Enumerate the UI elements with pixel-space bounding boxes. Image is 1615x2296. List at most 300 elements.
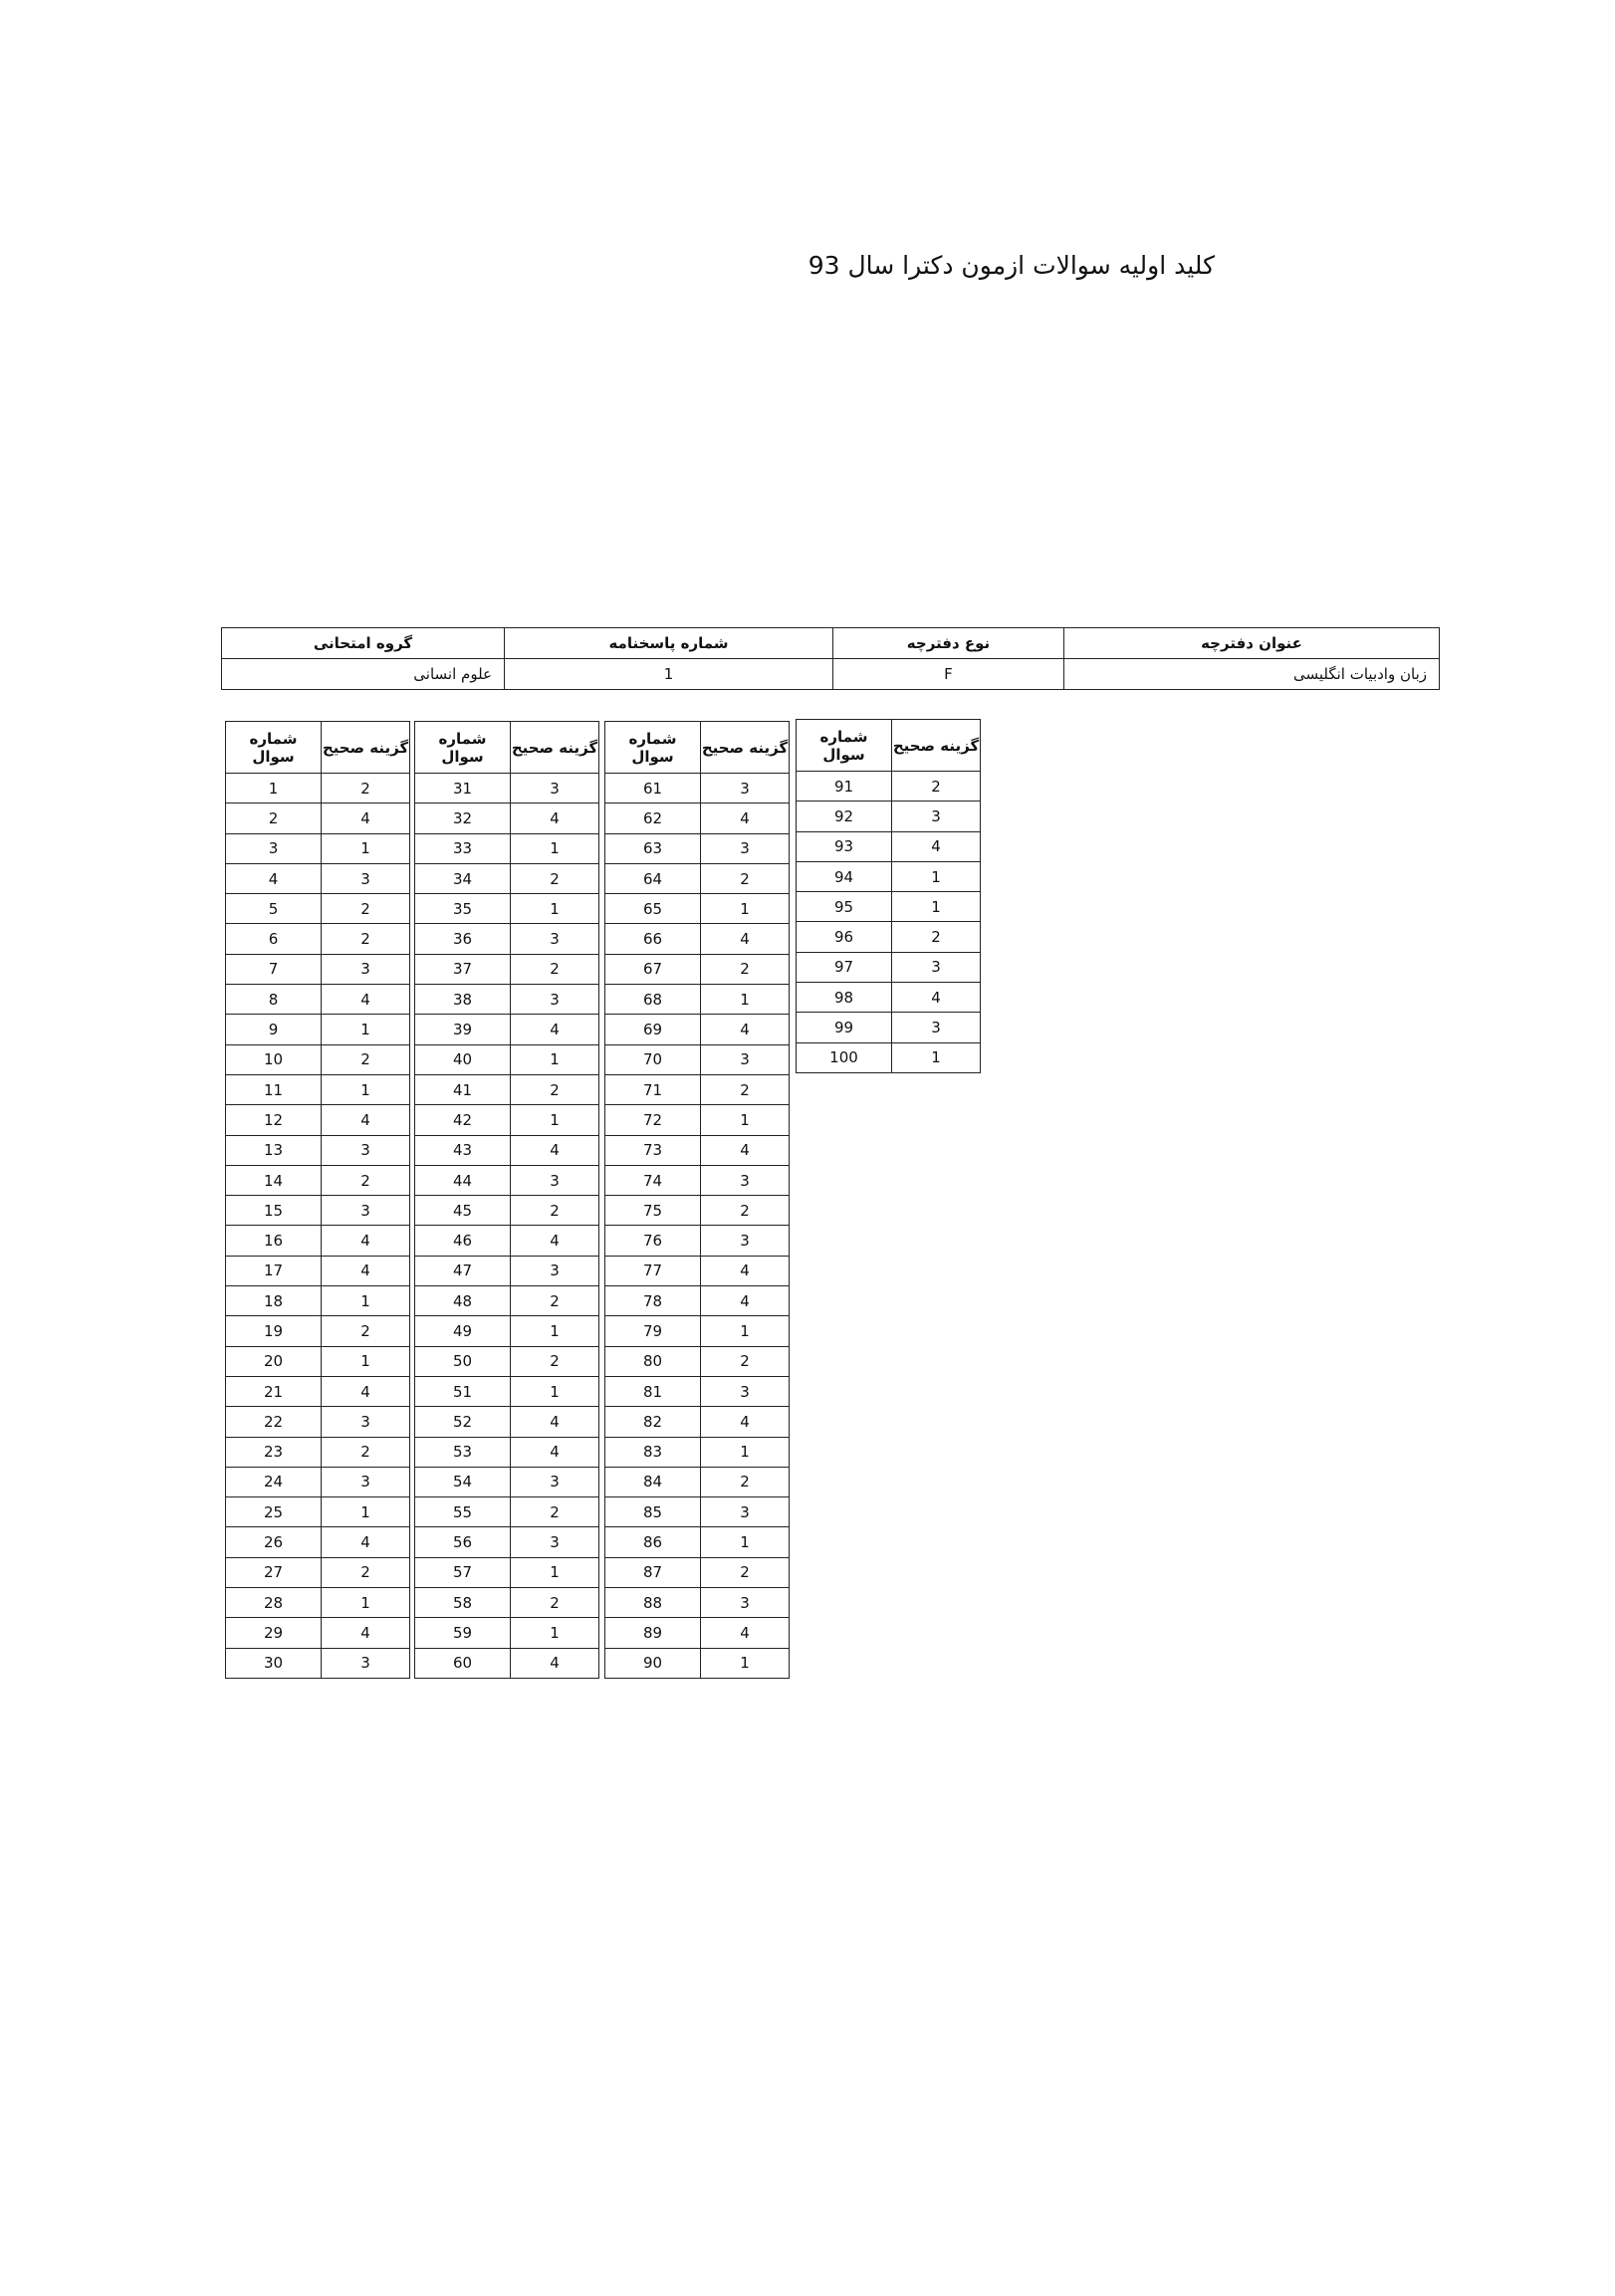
answer-row (605, 1648, 790, 1678)
question-number: 13 (226, 1135, 322, 1165)
answer-row (605, 924, 790, 954)
correct-option: 4 (511, 1226, 599, 1256)
question-number: 89 (605, 1618, 701, 1648)
answer-row (605, 1044, 790, 1074)
correct-option: 1 (322, 1588, 410, 1618)
booklet-info-table (221, 627, 1440, 690)
question-number: 68 (605, 985, 701, 1015)
answer-row (605, 1226, 790, 1256)
answer-row (605, 1196, 790, 1226)
question-number: 87 (605, 1557, 701, 1587)
question-number: 8 (226, 985, 322, 1015)
correct-option-header: گزینه صحیح (322, 722, 410, 774)
question-number: 98 (797, 983, 892, 1013)
question-number: 11 (226, 1074, 322, 1104)
correct-option: 4 (892, 983, 981, 1013)
question-number: 66 (605, 924, 701, 954)
question-number: 61 (605, 774, 701, 804)
answer-row (415, 954, 599, 984)
answer-row (226, 924, 410, 954)
question-number: 41 (415, 1074, 511, 1104)
key-header-row (415, 722, 599, 774)
question-number: 33 (415, 833, 511, 863)
answer-row (797, 983, 981, 1013)
correct-option: 2 (701, 863, 790, 893)
correct-option: 1 (701, 985, 790, 1015)
key-header-row (226, 722, 410, 774)
answer-row (226, 1286, 410, 1316)
answer-row (415, 1074, 599, 1104)
answer-key-table-2 (414, 721, 599, 1679)
correct-option: 3 (511, 1467, 599, 1496)
correct-option: 3 (322, 1648, 410, 1678)
booklet-type-header: نوع دفترچه (833, 628, 1064, 659)
correct-option: 1 (511, 1376, 599, 1406)
question-number: 31 (415, 774, 511, 804)
question-number: 54 (415, 1467, 511, 1496)
correct-option: 1 (701, 1437, 790, 1467)
answer-row (605, 954, 790, 984)
correct-option: 1 (511, 1618, 599, 1648)
answer-row (415, 1165, 599, 1195)
question-number: 44 (415, 1165, 511, 1195)
question-number: 9 (226, 1015, 322, 1044)
question-number: 22 (226, 1407, 322, 1437)
correct-option: 1 (701, 1105, 790, 1135)
question-number: 90 (605, 1648, 701, 1678)
correct-option: 4 (511, 1648, 599, 1678)
question-number: 15 (226, 1196, 322, 1226)
correct-option: 2 (701, 1074, 790, 1104)
answer-row (605, 894, 790, 924)
answer-row (415, 1196, 599, 1226)
answer-row (226, 1497, 410, 1527)
question-number: 32 (415, 804, 511, 833)
answer-row (605, 1015, 790, 1044)
correct-option: 4 (511, 1407, 599, 1437)
answer-key-table-4 (796, 719, 981, 1073)
answer-row (605, 1346, 790, 1376)
answer-row (415, 1256, 599, 1285)
question-number: 74 (605, 1165, 701, 1195)
question-number: 81 (605, 1376, 701, 1406)
answer-row (605, 863, 790, 893)
answer-row (605, 1437, 790, 1467)
question-number-header: شماره سوال (226, 722, 322, 774)
answer-row (605, 1618, 790, 1648)
question-number: 84 (605, 1467, 701, 1496)
answer-row (226, 1074, 410, 1104)
question-number: 40 (415, 1044, 511, 1074)
question-number: 75 (605, 1196, 701, 1226)
question-number: 99 (797, 1013, 892, 1042)
correct-option: 2 (322, 1557, 410, 1587)
question-number: 48 (415, 1286, 511, 1316)
correct-option: 3 (701, 774, 790, 804)
answer-row (605, 1256, 790, 1285)
correct-option: 4 (322, 1105, 410, 1135)
answer-row (226, 1588, 410, 1618)
correct-option: 3 (701, 1588, 790, 1618)
question-number: 63 (605, 833, 701, 863)
question-number: 27 (226, 1557, 322, 1587)
correct-option: 4 (322, 1527, 410, 1557)
correct-option-header: گزینه صحیح (701, 722, 790, 774)
answer-row (797, 892, 981, 922)
answer-row (605, 804, 790, 833)
question-number: 76 (605, 1226, 701, 1256)
correct-option: 2 (511, 1196, 599, 1226)
question-number-header: شماره سوال (605, 722, 701, 774)
correct-option: 2 (511, 1074, 599, 1104)
answer-row (226, 1527, 410, 1557)
answer-sheet-number-value: 1 (505, 659, 833, 690)
correct-option: 4 (511, 1015, 599, 1044)
answer-row (605, 1165, 790, 1195)
answer-row (415, 1557, 599, 1587)
correct-option-header: گزینه صحیح (511, 722, 599, 774)
question-number: 100 (797, 1042, 892, 1072)
answer-row (415, 1044, 599, 1074)
question-number: 49 (415, 1316, 511, 1346)
correct-option: 4 (322, 985, 410, 1015)
correct-option: 3 (322, 863, 410, 893)
answer-row (415, 1588, 599, 1618)
correct-option: 1 (511, 894, 599, 924)
question-number: 1 (226, 774, 322, 804)
correct-option: 3 (701, 1376, 790, 1406)
question-number: 39 (415, 1015, 511, 1044)
correct-option: 2 (511, 1286, 599, 1316)
answer-row (226, 1196, 410, 1226)
correct-option: 3 (322, 1407, 410, 1437)
correct-option: 2 (511, 1346, 599, 1376)
correct-option: 2 (322, 1316, 410, 1346)
question-number: 65 (605, 894, 701, 924)
answer-row (415, 1226, 599, 1256)
question-number: 38 (415, 985, 511, 1015)
correct-option: 4 (322, 1376, 410, 1406)
question-number: 55 (415, 1497, 511, 1527)
question-number-header: شماره سوال (797, 720, 892, 772)
question-number: 7 (226, 954, 322, 984)
question-number: 46 (415, 1226, 511, 1256)
answer-row (226, 1407, 410, 1437)
correct-option: 2 (892, 772, 981, 802)
answer-row (605, 1527, 790, 1557)
key-header-row (797, 720, 981, 772)
correct-option: 2 (701, 1467, 790, 1496)
correct-option: 2 (511, 954, 599, 984)
key-header-row (605, 722, 790, 774)
correct-option: 1 (322, 1015, 410, 1044)
answer-row (605, 1135, 790, 1165)
correct-option: 4 (511, 804, 599, 833)
question-number: 23 (226, 1437, 322, 1467)
correct-option: 3 (511, 1165, 599, 1195)
booklet-type-value: F (833, 659, 1064, 690)
answer-row (226, 1648, 410, 1678)
question-number: 86 (605, 1527, 701, 1557)
correct-option: 2 (322, 894, 410, 924)
answer-row (226, 863, 410, 893)
correct-option: 3 (322, 1196, 410, 1226)
exam-group-value: علوم انسانی (222, 659, 505, 690)
answer-row (415, 774, 599, 804)
correct-option: 2 (511, 1497, 599, 1527)
question-number: 57 (415, 1557, 511, 1587)
answer-row (415, 1648, 599, 1678)
answer-row (605, 833, 790, 863)
correct-option: 4 (892, 831, 981, 861)
answer-row (415, 924, 599, 954)
question-number: 2 (226, 804, 322, 833)
correct-option: 1 (701, 1527, 790, 1557)
correct-option: 2 (701, 1557, 790, 1587)
correct-option-header: گزینه صحیح (892, 720, 981, 772)
correct-option: 1 (892, 892, 981, 922)
answer-row (797, 922, 981, 952)
correct-option: 3 (322, 1467, 410, 1496)
correct-option: 4 (701, 1618, 790, 1648)
answer-row (605, 985, 790, 1015)
question-number: 30 (226, 1648, 322, 1678)
correct-option: 1 (511, 1316, 599, 1346)
correct-option: 1 (511, 1557, 599, 1587)
correct-option: 3 (892, 802, 981, 831)
question-number: 37 (415, 954, 511, 984)
correct-option: 4 (322, 1618, 410, 1648)
answer-row (797, 802, 981, 831)
question-number: 35 (415, 894, 511, 924)
answer-row (226, 1467, 410, 1496)
correct-option: 1 (701, 1316, 790, 1346)
correct-option: 2 (701, 954, 790, 984)
info-header-row (222, 628, 1440, 659)
question-number: 88 (605, 1588, 701, 1618)
correct-option: 3 (701, 1226, 790, 1256)
question-number: 14 (226, 1165, 322, 1195)
answer-row (605, 1316, 790, 1346)
correct-option: 3 (892, 1013, 981, 1042)
correct-option: 2 (892, 922, 981, 952)
question-number: 71 (605, 1074, 701, 1104)
correct-option: 4 (701, 1256, 790, 1285)
question-number: 67 (605, 954, 701, 984)
question-number: 51 (415, 1376, 511, 1406)
question-number: 95 (797, 892, 892, 922)
answer-row (797, 772, 981, 802)
answer-row (415, 1497, 599, 1527)
answer-row (605, 1286, 790, 1316)
answer-row (226, 1346, 410, 1376)
question-number: 58 (415, 1588, 511, 1618)
correct-option: 3 (322, 1135, 410, 1165)
question-number: 6 (226, 924, 322, 954)
correct-option: 3 (511, 985, 599, 1015)
question-number: 18 (226, 1286, 322, 1316)
correct-option: 2 (701, 1196, 790, 1226)
question-number: 12 (226, 1105, 322, 1135)
booklet-title-header: عنوان دفترچه (1064, 628, 1440, 659)
answer-row (415, 1467, 599, 1496)
correct-option: 1 (322, 1286, 410, 1316)
question-number: 45 (415, 1196, 511, 1226)
question-number: 43 (415, 1135, 511, 1165)
correct-option: 4 (701, 1286, 790, 1316)
correct-option: 3 (701, 1165, 790, 1195)
correct-option: 4 (322, 1226, 410, 1256)
answer-row (415, 1316, 599, 1346)
correct-option: 2 (322, 1044, 410, 1074)
question-number-header: شماره سوال (415, 722, 511, 774)
answer-row (415, 804, 599, 833)
answer-row (226, 1015, 410, 1044)
question-number: 21 (226, 1376, 322, 1406)
correct-option: 1 (322, 1346, 410, 1376)
correct-option: 4 (322, 1256, 410, 1285)
question-number: 36 (415, 924, 511, 954)
exam-group-header: گروه امتحانی (222, 628, 505, 659)
correct-option: 1 (322, 833, 410, 863)
question-number: 26 (226, 1527, 322, 1557)
correct-option: 4 (701, 1015, 790, 1044)
answer-row (415, 1015, 599, 1044)
correct-option: 1 (701, 1648, 790, 1678)
answer-row (797, 1013, 981, 1042)
correct-option: 3 (701, 1497, 790, 1527)
question-number: 53 (415, 1437, 511, 1467)
page-title: کلید اولیه سوالات ازمون دکترا سال 93 (808, 251, 1215, 280)
question-number: 78 (605, 1286, 701, 1316)
question-number: 3 (226, 833, 322, 863)
question-number: 94 (797, 861, 892, 891)
answer-row (226, 1256, 410, 1285)
answer-row (415, 1105, 599, 1135)
question-number: 52 (415, 1407, 511, 1437)
answer-row (226, 954, 410, 984)
correct-option: 3 (701, 833, 790, 863)
question-number: 62 (605, 804, 701, 833)
correct-option: 4 (322, 804, 410, 833)
correct-option: 2 (322, 1437, 410, 1467)
correct-option: 1 (322, 1497, 410, 1527)
answer-row (415, 1618, 599, 1648)
answer-row (605, 1588, 790, 1618)
correct-option: 3 (701, 1044, 790, 1074)
answer-row (797, 831, 981, 861)
question-number: 19 (226, 1316, 322, 1346)
question-number: 70 (605, 1044, 701, 1074)
question-number: 50 (415, 1346, 511, 1376)
answer-row (415, 985, 599, 1015)
answer-row (605, 1407, 790, 1437)
question-number: 79 (605, 1316, 701, 1346)
question-number: 16 (226, 1226, 322, 1256)
answer-row (415, 1407, 599, 1437)
answer-row (415, 1346, 599, 1376)
correct-option: 3 (511, 924, 599, 954)
answer-row (226, 1618, 410, 1648)
correct-option: 1 (892, 1042, 981, 1072)
question-number: 25 (226, 1497, 322, 1527)
question-number: 72 (605, 1105, 701, 1135)
answer-row (226, 1316, 410, 1346)
answer-row (605, 774, 790, 804)
answer-row (605, 1105, 790, 1135)
question-number: 29 (226, 1618, 322, 1648)
answer-row (226, 1135, 410, 1165)
question-number: 97 (797, 952, 892, 982)
question-number: 47 (415, 1256, 511, 1285)
correct-option: 2 (511, 863, 599, 893)
answer-row (415, 1376, 599, 1406)
question-number: 73 (605, 1135, 701, 1165)
correct-option: 2 (701, 1346, 790, 1376)
correct-option: 4 (511, 1135, 599, 1165)
booklet-title-value: زبان وادبیات انگلیسی (1064, 659, 1440, 690)
answer-row (415, 1286, 599, 1316)
correct-option: 2 (322, 774, 410, 804)
answer-row (226, 1437, 410, 1467)
answer-row (226, 774, 410, 804)
answer-row (226, 1557, 410, 1587)
question-number: 4 (226, 863, 322, 893)
answer-row (226, 985, 410, 1015)
answer-row (415, 833, 599, 863)
question-number: 69 (605, 1015, 701, 1044)
correct-option: 4 (511, 1437, 599, 1467)
correct-option: 3 (511, 774, 599, 804)
correct-option: 3 (511, 1527, 599, 1557)
answer-row (797, 952, 981, 982)
correct-option: 3 (322, 954, 410, 984)
question-number: 91 (797, 772, 892, 802)
answer-row (415, 863, 599, 893)
question-number: 92 (797, 802, 892, 831)
answer-row (226, 894, 410, 924)
question-number: 64 (605, 863, 701, 893)
question-number: 59 (415, 1618, 511, 1648)
answer-row (605, 1376, 790, 1406)
answer-row (226, 1226, 410, 1256)
question-number: 20 (226, 1346, 322, 1376)
answer-row (226, 833, 410, 863)
answer-row (415, 1437, 599, 1467)
question-number: 80 (605, 1346, 701, 1376)
correct-option: 3 (892, 952, 981, 982)
question-number: 60 (415, 1648, 511, 1678)
correct-option: 1 (511, 1044, 599, 1074)
question-number: 28 (226, 1588, 322, 1618)
correct-option: 2 (322, 1165, 410, 1195)
answer-row (226, 804, 410, 833)
question-number: 83 (605, 1437, 701, 1467)
question-number: 34 (415, 863, 511, 893)
correct-option: 4 (701, 1135, 790, 1165)
question-number: 17 (226, 1256, 322, 1285)
answer-row (605, 1557, 790, 1587)
correct-option: 1 (701, 894, 790, 924)
correct-option: 4 (701, 804, 790, 833)
info-value-row (222, 659, 1440, 690)
correct-option: 1 (322, 1074, 410, 1104)
answer-row (415, 1135, 599, 1165)
answer-row (605, 1467, 790, 1496)
question-number: 42 (415, 1105, 511, 1135)
correct-option: 1 (511, 1105, 599, 1135)
question-number: 10 (226, 1044, 322, 1074)
